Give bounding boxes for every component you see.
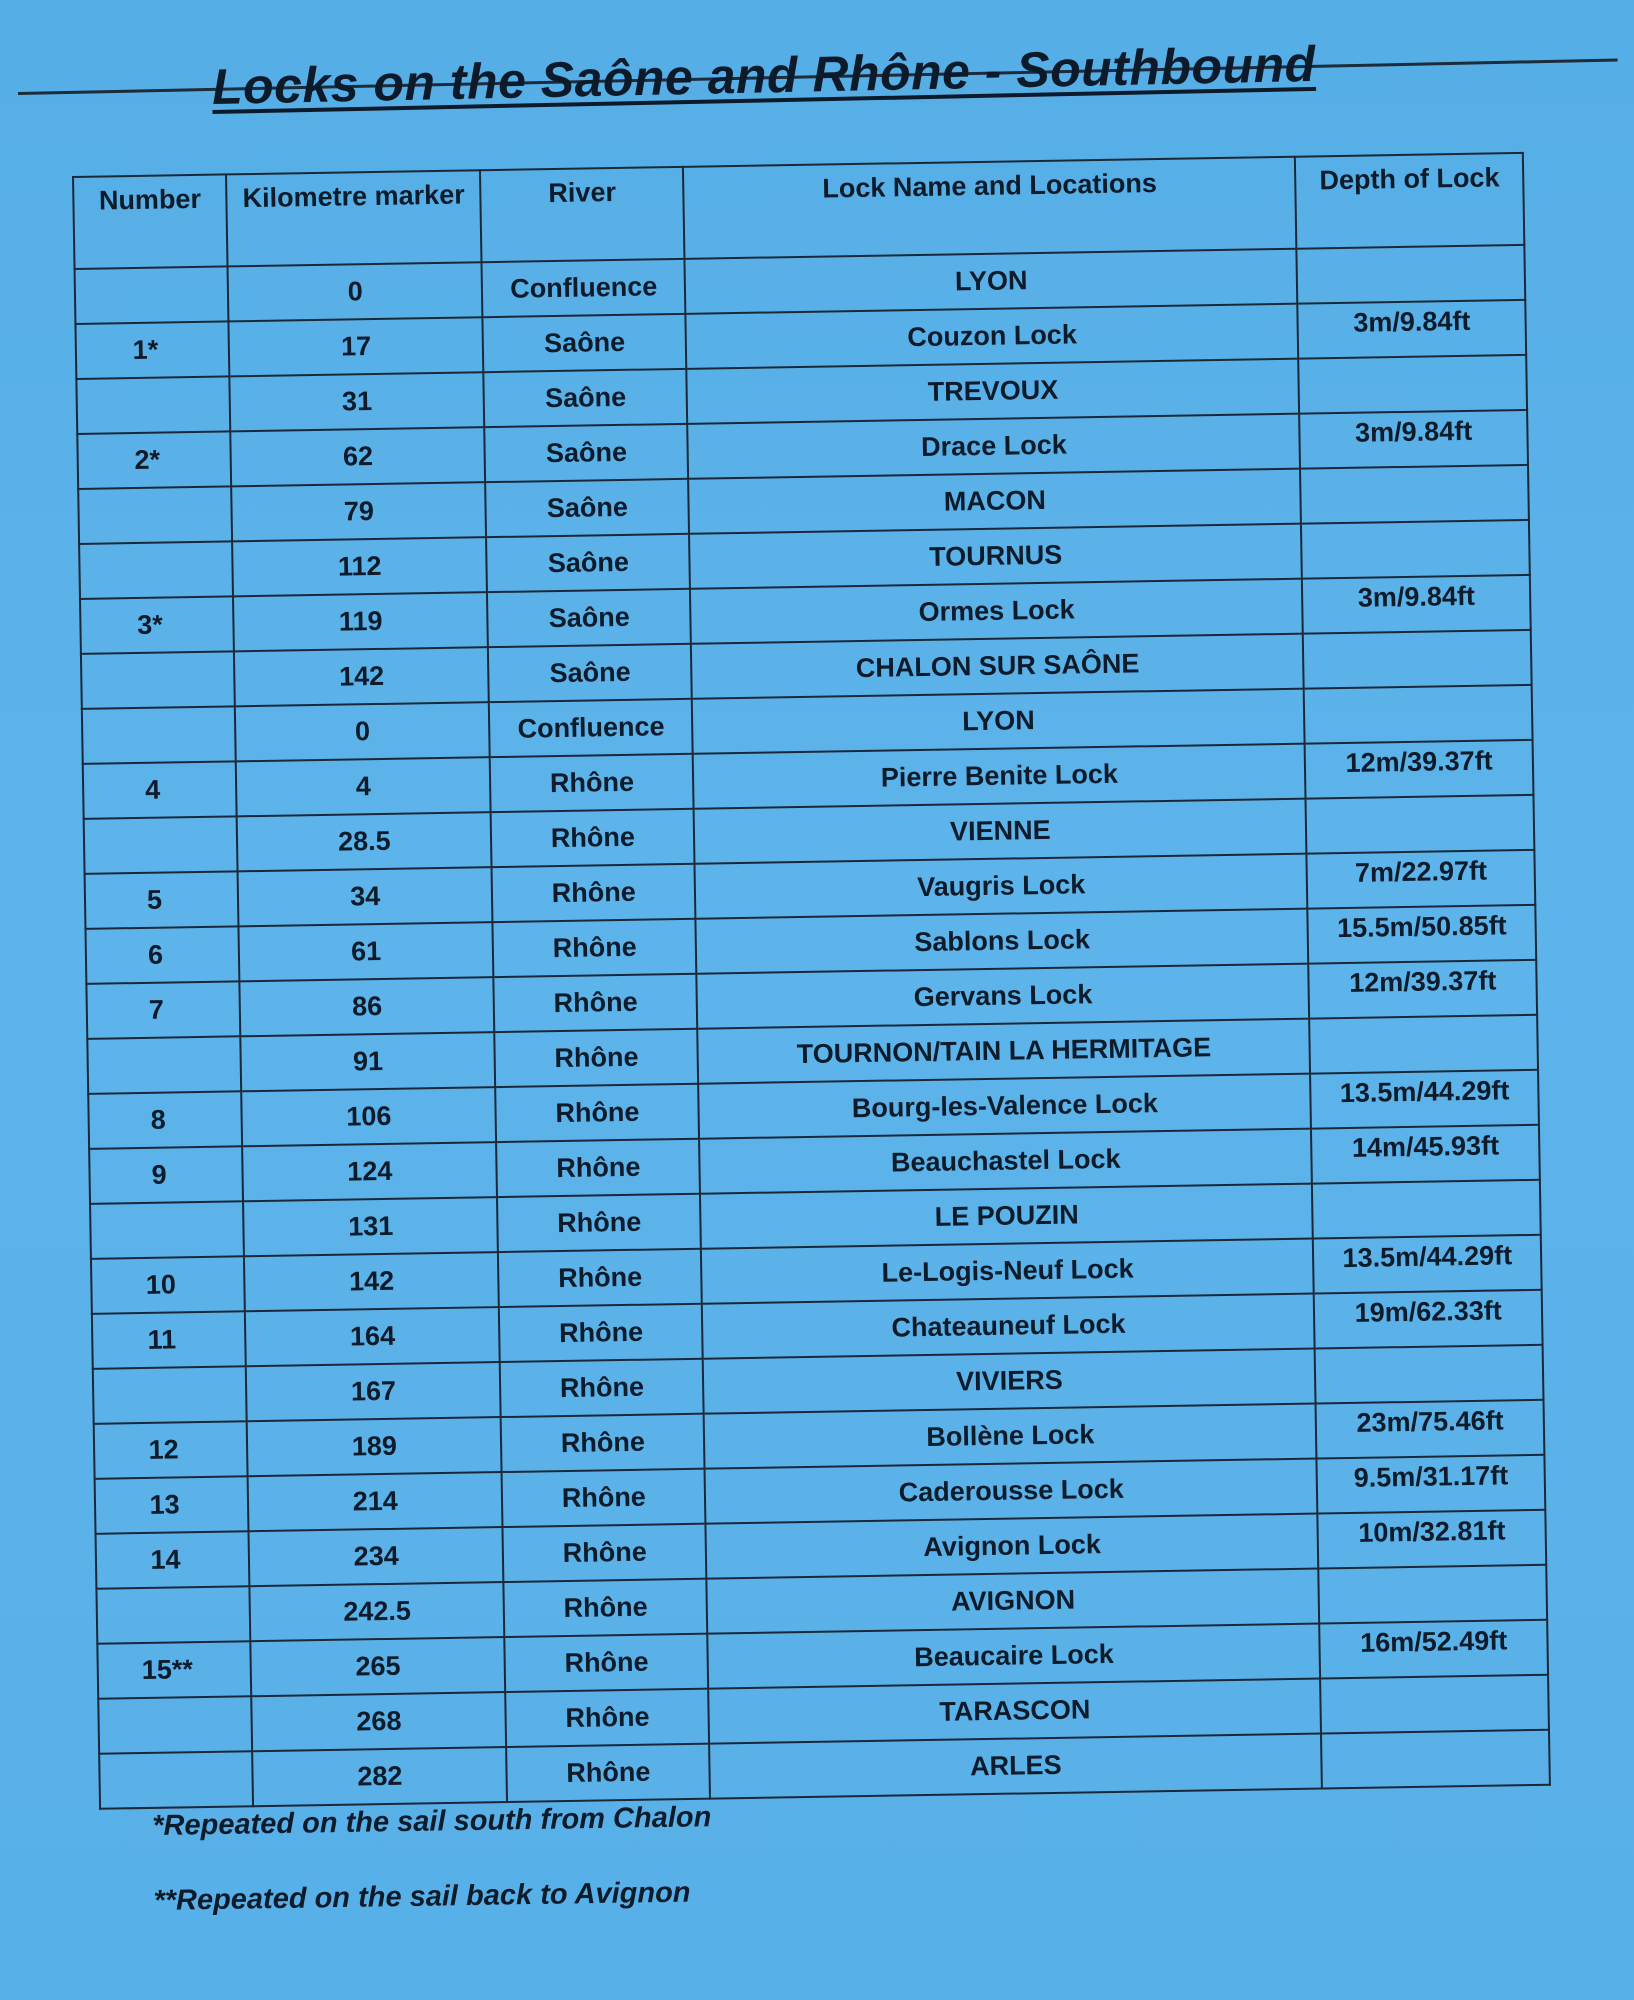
cell-lock-name: VIENNE	[694, 799, 1307, 864]
cell-number: 3*	[80, 596, 234, 654]
cell-lock-name: TOURNON/TAIN LA HERMITAGE	[697, 1019, 1310, 1084]
cell-river: Saône	[488, 644, 692, 702]
cell-lock-name: LYON	[685, 249, 1298, 314]
cell-river: Rhône	[502, 1469, 706, 1527]
cell-lock-name: Pierre Benite Lock	[693, 744, 1306, 809]
cell-number	[90, 1201, 244, 1259]
cell-river: Saône	[485, 424, 689, 482]
cell-depth	[1303, 630, 1531, 689]
cell-lock-name: Vaugris Lock	[695, 854, 1308, 919]
cell-lock-name: Caderousse Lock	[705, 1459, 1318, 1524]
cell-river: Rhône	[504, 1579, 708, 1637]
cell-depth: 15.5m/50.85ft	[1308, 905, 1536, 964]
cell-number: 8	[88, 1091, 242, 1149]
cell-depth: 12m/39.37ft	[1309, 960, 1537, 1019]
cell-lock-name: Beauchastel Lock	[699, 1129, 1312, 1194]
cell-number	[79, 541, 233, 599]
cell-number: 7	[86, 981, 240, 1039]
cell-km: 265	[250, 1637, 505, 1696]
cell-km: 124	[242, 1142, 497, 1201]
cell-depth	[1299, 355, 1527, 414]
cell-km: 0	[228, 262, 483, 321]
header-number: Number	[73, 174, 228, 269]
cell-depth: 16m/52.49ft	[1320, 1620, 1548, 1679]
cell-lock-name: Bourg-les-Valence Lock	[698, 1074, 1311, 1139]
cell-km: 31	[229, 372, 484, 431]
cell-river: Rhône	[496, 1084, 700, 1142]
cell-depth	[1301, 520, 1529, 579]
cell-lock-name: LE POUZIN	[700, 1184, 1313, 1249]
cell-depth: 23m/75.46ft	[1316, 1400, 1544, 1459]
cell-river: Saône	[483, 314, 687, 372]
cell-km: 91	[240, 1032, 495, 1091]
cell-lock-name: VIVIERS	[703, 1349, 1316, 1414]
cell-river: Rhône	[491, 809, 695, 867]
cell-number	[87, 1036, 241, 1094]
cell-number: 14	[96, 1531, 250, 1589]
cell-depth: 12m/39.37ft	[1305, 740, 1533, 799]
cell-lock-name: TREVOUX	[686, 359, 1299, 424]
cell-number	[98, 1696, 252, 1754]
cell-lock-name: Le-Logis-Neuf Lock	[701, 1239, 1314, 1304]
cell-km: 28.5	[237, 812, 492, 871]
table-body	[75, 245, 1550, 1809]
cell-lock-name: CHALON SUR SAÔNE	[691, 634, 1304, 699]
cell-lock-name: Gervans Lock	[697, 964, 1310, 1029]
cell-number: 15**	[97, 1641, 251, 1699]
cell-lock-name: Couzon Lock	[686, 304, 1299, 369]
cell-depth	[1297, 245, 1525, 304]
header-km: Kilometre marker	[226, 170, 482, 266]
cell-km: 106	[241, 1087, 496, 1146]
cell-km: 242.5	[249, 1582, 504, 1641]
footnote-single-star: *Repeated on the sail south from Chalon	[152, 1801, 712, 1842]
cell-number: 13	[95, 1476, 249, 1534]
cell-number: 5	[85, 871, 239, 929]
cell-km: 119	[233, 592, 488, 651]
cell-km: 142	[234, 647, 489, 706]
cell-km: 189	[247, 1417, 502, 1476]
cell-depth	[1319, 1565, 1547, 1624]
cell-km: 4	[236, 757, 491, 816]
cell-lock-name: TARASCON	[708, 1679, 1321, 1744]
cell-number	[96, 1586, 250, 1644]
cell-lock-name: Drace Lock	[687, 414, 1300, 479]
cell-km: 234	[249, 1527, 504, 1586]
footnote-double-star: **Repeated on the sail back to Avignon	[153, 1876, 691, 1917]
header-lock: Lock Name and Locations	[683, 157, 1297, 259]
cell-depth	[1304, 685, 1532, 744]
cell-river: Rhône	[497, 1194, 701, 1252]
cell-depth	[1300, 465, 1528, 524]
cell-depth: 9.5m/31.17ft	[1317, 1455, 1545, 1514]
cell-river: Rhône	[490, 754, 694, 812]
cell-km: 164	[245, 1307, 500, 1366]
cell-km: 268	[251, 1692, 506, 1751]
cell-river: Rhône	[499, 1304, 703, 1362]
cell-depth: 3m/9.84ft	[1298, 300, 1526, 359]
cell-lock-name: Sablons Lock	[696, 909, 1309, 974]
cell-river: Rhône	[495, 1029, 699, 1087]
cell-river: Rhône	[493, 919, 697, 977]
cell-lock-name: ARLES	[709, 1733, 1322, 1798]
cell-number: 9	[89, 1146, 243, 1204]
cell-depth: 7m/22.97ft	[1307, 850, 1535, 909]
cell-depth: 13.5m/44.29ft	[1313, 1235, 1541, 1294]
cell-km: 61	[239, 922, 494, 981]
cell-number	[84, 816, 238, 874]
cell-river: Saône	[484, 369, 688, 427]
cell-river: Saône	[487, 534, 691, 592]
cell-lock-name: AVIGNON	[707, 1569, 1320, 1634]
cell-depth	[1321, 1675, 1549, 1734]
cell-km: 282	[252, 1747, 507, 1806]
cell-river: Confluence	[489, 699, 693, 757]
cell-river: Rhône	[498, 1249, 702, 1307]
cell-lock-name: Ormes Lock	[690, 579, 1303, 644]
footnotes	[152, 1796, 1054, 1960]
cell-number	[78, 486, 232, 544]
cell-river: Rhône	[501, 1414, 705, 1472]
cell-river: Rhône	[503, 1524, 707, 1582]
cell-river: Rhône	[505, 1634, 709, 1692]
cell-number: 6	[85, 926, 239, 984]
cell-river: Rhône	[500, 1359, 704, 1417]
cell-km: 79	[231, 482, 486, 541]
cell-km: 0	[235, 702, 490, 761]
cell-river: Saône	[486, 479, 690, 537]
cell-number	[82, 706, 236, 764]
cell-depth: 3m/9.84ft	[1300, 410, 1528, 469]
cell-km: 112	[232, 537, 487, 596]
cell-lock-name: TOURNUS	[689, 524, 1302, 589]
locks-table	[72, 152, 1551, 1810]
cell-number: 11	[92, 1311, 246, 1369]
cell-km: 34	[238, 867, 493, 926]
cell-river: Rhône	[497, 1139, 701, 1197]
cell-number: 1*	[75, 321, 229, 379]
locks-table-wrap	[72, 152, 1551, 1810]
cell-depth	[1306, 795, 1534, 854]
cell-km: 214	[248, 1472, 503, 1531]
cell-km: 167	[246, 1362, 501, 1421]
cell-lock-name: LYON	[692, 689, 1305, 754]
cell-number: 2*	[77, 431, 231, 489]
cell-river: Rhône	[494, 974, 698, 1032]
cell-river: Rhône	[507, 1744, 711, 1802]
cell-lock-name: Avignon Lock	[706, 1514, 1319, 1579]
title-wrap	[211, 33, 1412, 116]
page-title: Locks on the Saône and Rhône - Southbound	[211, 35, 1317, 115]
cell-km: 131	[243, 1197, 498, 1256]
cell-number: 10	[91, 1256, 245, 1314]
cell-number	[81, 651, 235, 709]
cell-lock-name: Bollène Lock	[704, 1404, 1317, 1469]
cell-depth: 19m/62.33ft	[1314, 1290, 1542, 1349]
cell-lock-name: Beaucaire Lock	[707, 1624, 1320, 1689]
header-depth: Depth of Lock	[1295, 153, 1524, 249]
cell-depth: 3m/9.84ft	[1302, 575, 1530, 634]
cell-river: Rhône	[492, 864, 696, 922]
cell-depth: 14m/45.93ft	[1311, 1125, 1539, 1184]
cell-number: 12	[94, 1421, 248, 1479]
cell-number	[75, 266, 229, 324]
cell-depth	[1315, 1345, 1543, 1404]
cell-river: Rhône	[506, 1689, 710, 1747]
cell-km: 62	[230, 427, 485, 486]
cell-number: 4	[83, 761, 237, 819]
cell-lock-name: MACON	[688, 469, 1301, 534]
cell-depth	[1312, 1180, 1540, 1239]
cell-river: Confluence	[482, 259, 686, 317]
cell-depth	[1321, 1730, 1549, 1789]
cell-km: 86	[239, 977, 494, 1036]
cell-depth	[1310, 1015, 1538, 1074]
cell-km: 17	[228, 317, 483, 376]
cell-number	[93, 1366, 247, 1424]
cell-number	[76, 376, 230, 434]
cell-depth: 13.5m/44.29ft	[1311, 1070, 1539, 1129]
cell-km: 142	[244, 1252, 499, 1311]
cell-lock-name: Chateauneuf Lock	[702, 1294, 1315, 1359]
cell-depth: 10m/32.81ft	[1318, 1510, 1546, 1569]
header-river: River	[480, 167, 684, 262]
cell-river: Saône	[487, 589, 691, 647]
cell-number	[99, 1751, 253, 1809]
